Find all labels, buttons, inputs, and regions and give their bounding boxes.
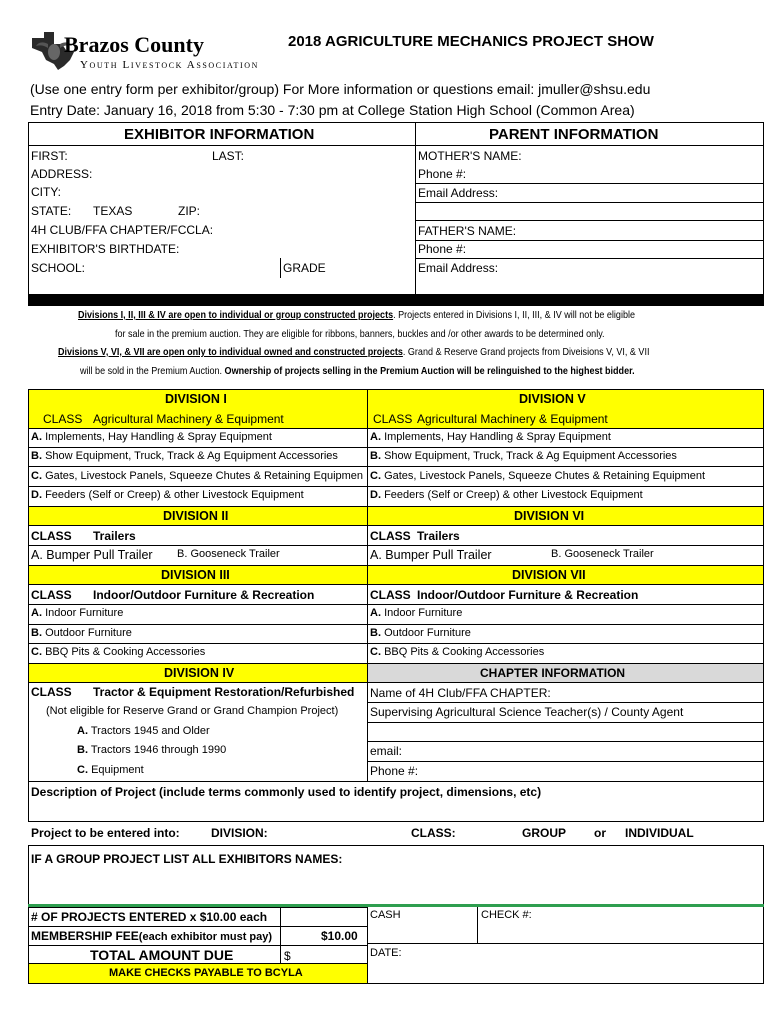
division-3-class-name: Indoor/Outdoor Furniture & Recreation xyxy=(93,588,315,602)
school-label: SCHOOL: xyxy=(31,261,86,275)
division-2-option-a: A. Bumper Pull Trailer xyxy=(31,548,153,562)
father-email-label: Email Address: xyxy=(418,261,499,275)
division-6-title: DIVISION VI xyxy=(514,509,585,523)
item-letter: C. xyxy=(77,764,88,776)
chapter-teacher-label: Supervising Agricultural Science Teacher(s) / County Agent xyxy=(370,705,684,719)
mother-name-label: MOTHER'S NAME: xyxy=(418,149,522,163)
logo-name: Brazos County xyxy=(64,32,204,57)
item-text: Gates, Livestock Panels, Squeeze Chutes & Retaining Equipmen xyxy=(45,471,364,482)
division-7-title: DIVISION VII xyxy=(512,568,586,582)
item-text: Tractors 1945 and Older xyxy=(90,725,210,737)
father-name-label: FATHER'S NAME: xyxy=(418,224,517,238)
item-text: BBQ Pits & Cooking Accessories xyxy=(384,646,545,658)
parent-heading: PARENT INFORMATION xyxy=(489,126,659,143)
item-letter: D. xyxy=(31,489,42,501)
division-1-item-c xyxy=(31,471,366,482)
division-1-class-label: CLASS xyxy=(43,412,83,426)
logo-subtitle: Youth Livestock Association xyxy=(80,59,260,71)
projects-entered-label: # OF PROJECTS ENTERED x $10.00 each xyxy=(31,910,268,924)
item-text: Outdoor Furniture xyxy=(45,627,132,639)
membership-fee-main: MEMBERSHIP FEE xyxy=(31,929,139,943)
mother-email-label: Email Address: xyxy=(418,186,499,200)
item-text: Implements, Hay Handling & Spray Equipment xyxy=(384,431,611,443)
project-division-label: DIVISION: xyxy=(211,826,268,840)
division-7-class-name: Indoor/Outdoor Furniture & Recreation xyxy=(417,588,639,602)
item-text: Implements, Hay Handling & Spray Equipment xyxy=(45,431,272,443)
division-1-class-name: Agricultural Machinery & Equipment xyxy=(93,412,284,426)
item-text: Show Equipment, Truck, Track & Ag Equipment Accessories xyxy=(384,450,677,462)
division-3-item-b xyxy=(31,628,132,639)
division-1-item-b xyxy=(31,451,338,462)
rules-line-3 xyxy=(58,347,649,358)
item-text: Outdoor Furniture xyxy=(384,627,471,639)
chapter-phone-label: Phone #: xyxy=(370,764,419,778)
address-label: ADDRESS: xyxy=(31,167,93,181)
item-letter: A. xyxy=(31,607,42,619)
item-letter: B. xyxy=(370,450,381,462)
division-1-title: DIVISION I xyxy=(165,392,227,406)
rules-line-1-emphasis: Divisions I, II, III & IV are open to individual or group constructed projects xyxy=(78,309,394,321)
item-letter: C. xyxy=(31,471,42,482)
header-line-2: Entry Date: January 16, 2018 from 5:30 - 7:30 pm at College Station High School (Common Area) xyxy=(30,102,635,118)
page-title: 2018 AGRICULTURE MECHANICS PROJECT SHOW xyxy=(288,33,654,50)
project-description-label: Description of Project (include terms commonly used to identify project, dimensions, etc) xyxy=(31,785,542,799)
division-7-item-c xyxy=(370,647,544,658)
project-entered-into-label: Project to be entered into: xyxy=(31,826,180,840)
division-4-item-b xyxy=(77,745,226,756)
project-class-label: CLASS: xyxy=(411,826,456,840)
make-checks-payable: MAKE CHECKS PAYABLE TO BCYLA xyxy=(109,967,303,979)
item-text: Show Equipment, Truck, Track & Ag Equipment Accessories xyxy=(45,450,338,462)
division-2-class-label: CLASS xyxy=(31,529,72,543)
last-name-label: LAST: xyxy=(212,149,245,163)
exhibitor-heading: EXHIBITOR INFORMATION xyxy=(124,126,315,143)
item-text: Indoor Furniture xyxy=(384,607,463,619)
membership-fee-amount: $10.00 xyxy=(321,929,358,943)
division-3-class-label: CLASS xyxy=(31,588,72,602)
division-3-item-a xyxy=(31,608,123,619)
division-4-item-c xyxy=(77,765,144,776)
project-individual-option: INDIVIDUAL xyxy=(625,826,694,840)
logo xyxy=(30,28,260,78)
item-text: BBQ Pits & Cooking Accessories xyxy=(45,646,206,658)
check-number-label: CHECK #: xyxy=(481,909,532,921)
rules-line-3-rest: . Grand & Reserve Grand projects from Diveisions V, VI, & VII xyxy=(402,346,650,358)
rules-line-4 xyxy=(80,366,635,377)
city-label: CITY: xyxy=(31,185,62,199)
item-letter: A. xyxy=(77,725,88,737)
total-amount-due-label: TOTAL AMOUNT DUE xyxy=(90,947,234,963)
state-label: STATE: xyxy=(31,204,72,218)
zip-label: ZIP: xyxy=(178,204,201,218)
division-2-title: DIVISION II xyxy=(163,509,229,523)
division-1-item-a xyxy=(31,432,272,443)
division-4-class-name: Tractor & Equipment Restoration/Refurbished xyxy=(93,685,355,699)
date-label: DATE: xyxy=(370,947,402,959)
division-6-option-a: A. Bumper Pull Trailer xyxy=(370,548,492,562)
division-7-item-b xyxy=(370,628,471,639)
item-letter: B. xyxy=(31,627,42,639)
state-value: TEXAS xyxy=(93,204,133,218)
project-group-option: GROUP xyxy=(522,826,567,840)
division-5-class-label: CLASS xyxy=(373,412,413,426)
item-letter: C. xyxy=(370,646,381,658)
division-6-class-name: Trailers xyxy=(417,529,460,543)
division-7-class-label: CLASS xyxy=(370,588,411,602)
item-letter: A. xyxy=(31,431,42,443)
club-label: 4H CLUB/FFA CHAPTER/FCCLA: xyxy=(31,223,214,237)
father-phone-label: Phone #: xyxy=(418,242,467,256)
grade-label: GRADE xyxy=(283,261,326,275)
project-or-label: or xyxy=(594,826,606,840)
rules-line-1-rest: . Projects entered in Divisions I, II, III, & IV will not be eligible xyxy=(393,309,636,321)
division-4-note: (Not eligible for Reserve Grand or Grand Champion Project) xyxy=(46,705,339,717)
membership-fee-note: (each exhibitor must pay) xyxy=(138,931,273,943)
rules-line-4-b: Ownership of projects selling in the Premium Auction will be relinguished to the highest bidder. xyxy=(224,365,635,377)
item-letter: B. xyxy=(77,744,88,756)
division-1-item-d xyxy=(31,490,304,501)
header-line-1: (Use one entry form per exhibitor/group) For More information or questions email: jmuller@shsu.edu xyxy=(30,81,651,97)
division-5-title: DIVISION V xyxy=(519,392,586,406)
division-5-class-name: Agricultural Machinery & Equipment xyxy=(417,412,608,426)
division-5-item-d xyxy=(370,490,643,501)
item-text: Feeders (Self or Creep) & other Livestock Equipment xyxy=(45,489,304,501)
item-text: Indoor Furniture xyxy=(45,607,124,619)
division-4-class-label: CLASS xyxy=(31,685,72,699)
item-letter: B. xyxy=(31,450,42,462)
chapter-heading: CHAPTER INFORMATION xyxy=(480,666,626,680)
rules-line-4-a: will be sold in the Premium Auction. xyxy=(80,365,225,377)
mother-phone-label: Phone #: xyxy=(418,167,467,181)
membership-fee-label xyxy=(31,930,272,943)
birthdate-label: EXHIBITOR'S BIRTHDATE: xyxy=(31,242,180,256)
item-text: Equipment xyxy=(91,764,144,776)
division-5-item-b xyxy=(370,451,677,462)
chapter-email-label: email: xyxy=(370,744,403,758)
group-exhibitors-label: IF A GROUP PROJECT LIST ALL EXHIBITORS NAMES: xyxy=(31,852,343,866)
chapter-name-label: Name of 4H Club/FFA CHAPTER: xyxy=(370,686,551,700)
rules-line-1 xyxy=(78,310,635,321)
item-letter: A. xyxy=(370,607,381,619)
item-letter: C. xyxy=(370,470,381,482)
division-3-title: DIVISION III xyxy=(161,568,230,582)
cash-label: CASH xyxy=(370,909,401,921)
item-letter: B. xyxy=(370,627,381,639)
division-6-class-label: CLASS xyxy=(370,529,411,543)
item-letter: A. xyxy=(370,431,381,443)
division-4-title: DIVISION IV xyxy=(164,666,235,680)
division-5-item-a xyxy=(370,432,611,443)
division-3-item-c xyxy=(31,647,205,658)
first-name-label: FIRST: xyxy=(31,149,68,163)
rules-line-3-emphasis: Divisions V, VI, & VII are open only to individual owned and constructed projects xyxy=(58,346,403,358)
rules-line-2: for sale in the premium auction. They are eligible for ribbons, banners, buckles and /or other awards to be determined only. xyxy=(115,328,605,340)
division-2-class-name: Trailers xyxy=(93,529,136,543)
item-text: Feeders (Self or Creep) & other Livestock Equipment xyxy=(384,489,643,501)
division-6-option-b: B. Gooseneck Trailer xyxy=(551,548,654,560)
division-4-item-a xyxy=(77,726,210,737)
total-dollar-sign: $ xyxy=(284,949,291,963)
item-text: Gates, Livestock Panels, Squeeze Chutes & Retaining Equipment xyxy=(384,470,706,482)
division-2-option-b: B. Gooseneck Trailer xyxy=(177,548,280,560)
division-7-item-a xyxy=(370,608,462,619)
item-letter: C. xyxy=(31,646,42,658)
item-letter: D. xyxy=(370,489,381,501)
item-text: Tractors 1946 through 1990 xyxy=(90,744,227,756)
black-divider-bar xyxy=(28,294,764,306)
division-5-item-c xyxy=(370,471,705,482)
